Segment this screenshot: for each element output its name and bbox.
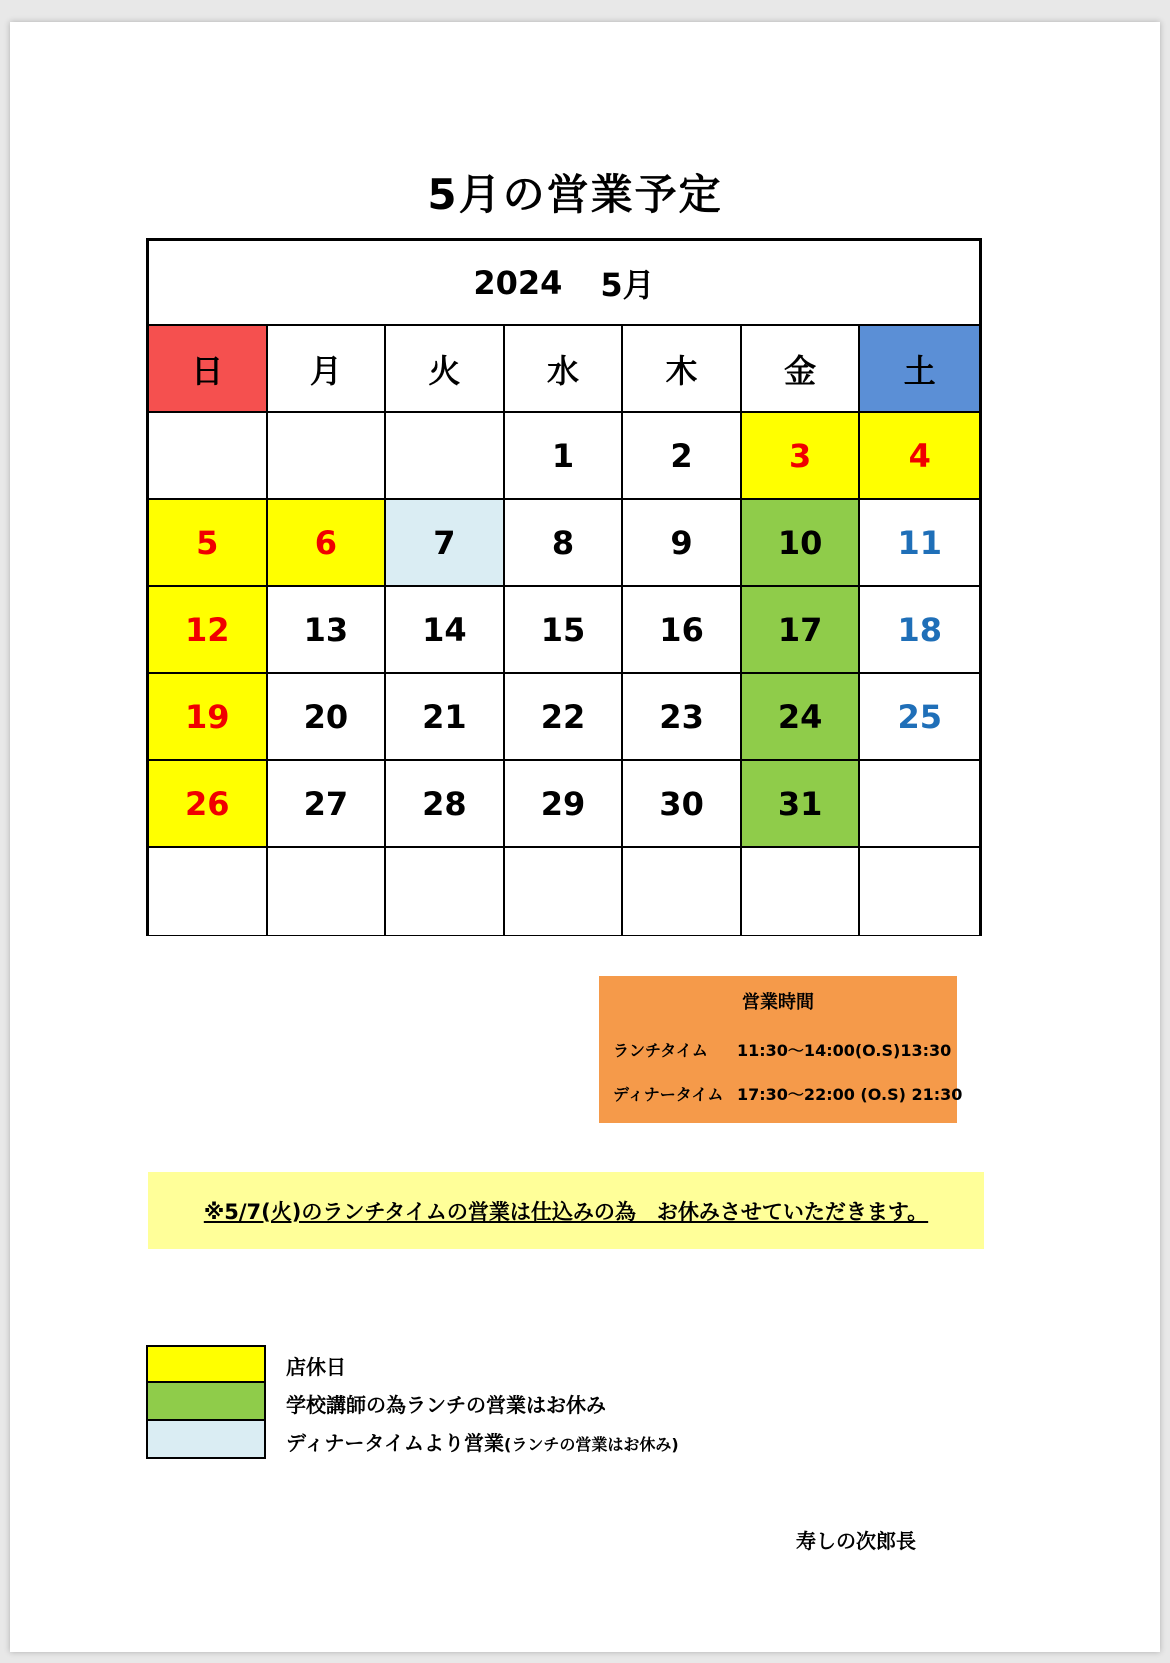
calendar-day-27: 27 [268,761,387,848]
calendar-empty-cell [623,848,742,935]
calendar-day-15: 15 [505,587,624,674]
calendar-day-24: 24 [742,674,861,761]
calendar-grid [149,326,979,935]
calendar-day-1: 1 [505,413,624,500]
lunch-time: 11:30〜14:00(O.S)13:30 [737,1041,952,1060]
weekday-fri: 金 [742,326,861,413]
calendar-day-18: 18 [860,587,979,674]
calendar-day-16: 16 [623,587,742,674]
legend-label-dinner-only [286,1427,679,1456]
calendar-month: 5月 [600,265,655,304]
calendar-empty-cell [860,761,979,848]
calendar-empty-cell [149,413,268,500]
calendar-year: 2024 [473,263,563,302]
document-page [10,22,1160,1652]
weekday-sun: 日 [149,326,268,413]
business-hours-box [599,976,963,1123]
page-title: 5月の営業予定 [427,170,723,219]
legend-swatch-yellow [146,1345,266,1383]
calendar-day-28: 28 [386,761,505,848]
calendar-day-7: 7 [386,500,505,587]
calendar-day-6: 6 [268,500,387,587]
calendar-empty-cell [268,848,387,935]
calendar-empty-cell [268,413,387,500]
calendar-day-23: 23 [623,674,742,761]
calendar-day-30: 30 [623,761,742,848]
legend-swatch-green [146,1383,266,1421]
weekday-tue: 火 [386,326,505,413]
calendar-empty-cell [386,848,505,935]
calendar-day-12: 12 [149,587,268,674]
calendar-day-4: 4 [860,413,979,500]
calendar-header [149,241,979,326]
weekday-mon: 月 [268,326,387,413]
business-hours-title: 営業時間 [742,992,814,1013]
weekday-sat: 土 [860,326,979,413]
legend-label-closed: 店休日 [286,1355,346,1379]
calendar-day-25: 25 [860,674,979,761]
shop-signature: 寿しの次郎長 [796,1529,916,1553]
calendar-day-26: 26 [149,761,268,848]
calendar-day-22: 22 [505,674,624,761]
calendar-day-11: 11 [860,500,979,587]
calendar-day-31: 31 [742,761,861,848]
dinner-time: 17:30〜22:00 (O.S) 21:30 [737,1085,963,1104]
weekday-thu: 木 [623,326,742,413]
calendar-day-20: 20 [268,674,387,761]
calendar-day-21: 21 [386,674,505,761]
lunch-label: ランチタイム [613,1041,708,1060]
calendar-day-2: 2 [623,413,742,500]
calendar-day-17: 17 [742,587,861,674]
calendar-day-3: 3 [742,413,861,500]
legend-dinner-only-note: (ランチの営業はお休み) [504,1435,679,1454]
calendar-day-9: 9 [623,500,742,587]
calendar-empty-cell [860,848,979,935]
legend-dinner-only-text: ディナータイムより営業 [286,1431,504,1455]
lunch-hours-row [613,1038,951,1061]
calendar-day-14: 14 [386,587,505,674]
calendar-day-19: 19 [149,674,268,761]
calendar-empty-cell [386,413,505,500]
calendar-day-13: 13 [268,587,387,674]
legend-label-teacher: 学校講師の為ランチの営業はお休み [286,1393,606,1417]
calendar-day-29: 29 [505,761,624,848]
dinner-label: ディナータイム [613,1085,724,1104]
calendar-day-10: 10 [742,500,861,587]
calendar-day-5: 5 [149,500,268,587]
calendar-empty-cell [742,848,861,935]
calendar [146,238,982,936]
calendar-empty-cell [505,848,624,935]
lunch-closure-notice: ※5/7(火)のランチタイムの営業は仕込みの為 お休みさせていただきます。 [148,1172,984,1249]
weekday-wed: 水 [505,326,624,413]
dinner-hours-row [613,1082,962,1105]
legend-swatch-lightblue [146,1421,266,1459]
calendar-empty-cell [149,848,268,935]
calendar-day-8: 8 [505,500,624,587]
